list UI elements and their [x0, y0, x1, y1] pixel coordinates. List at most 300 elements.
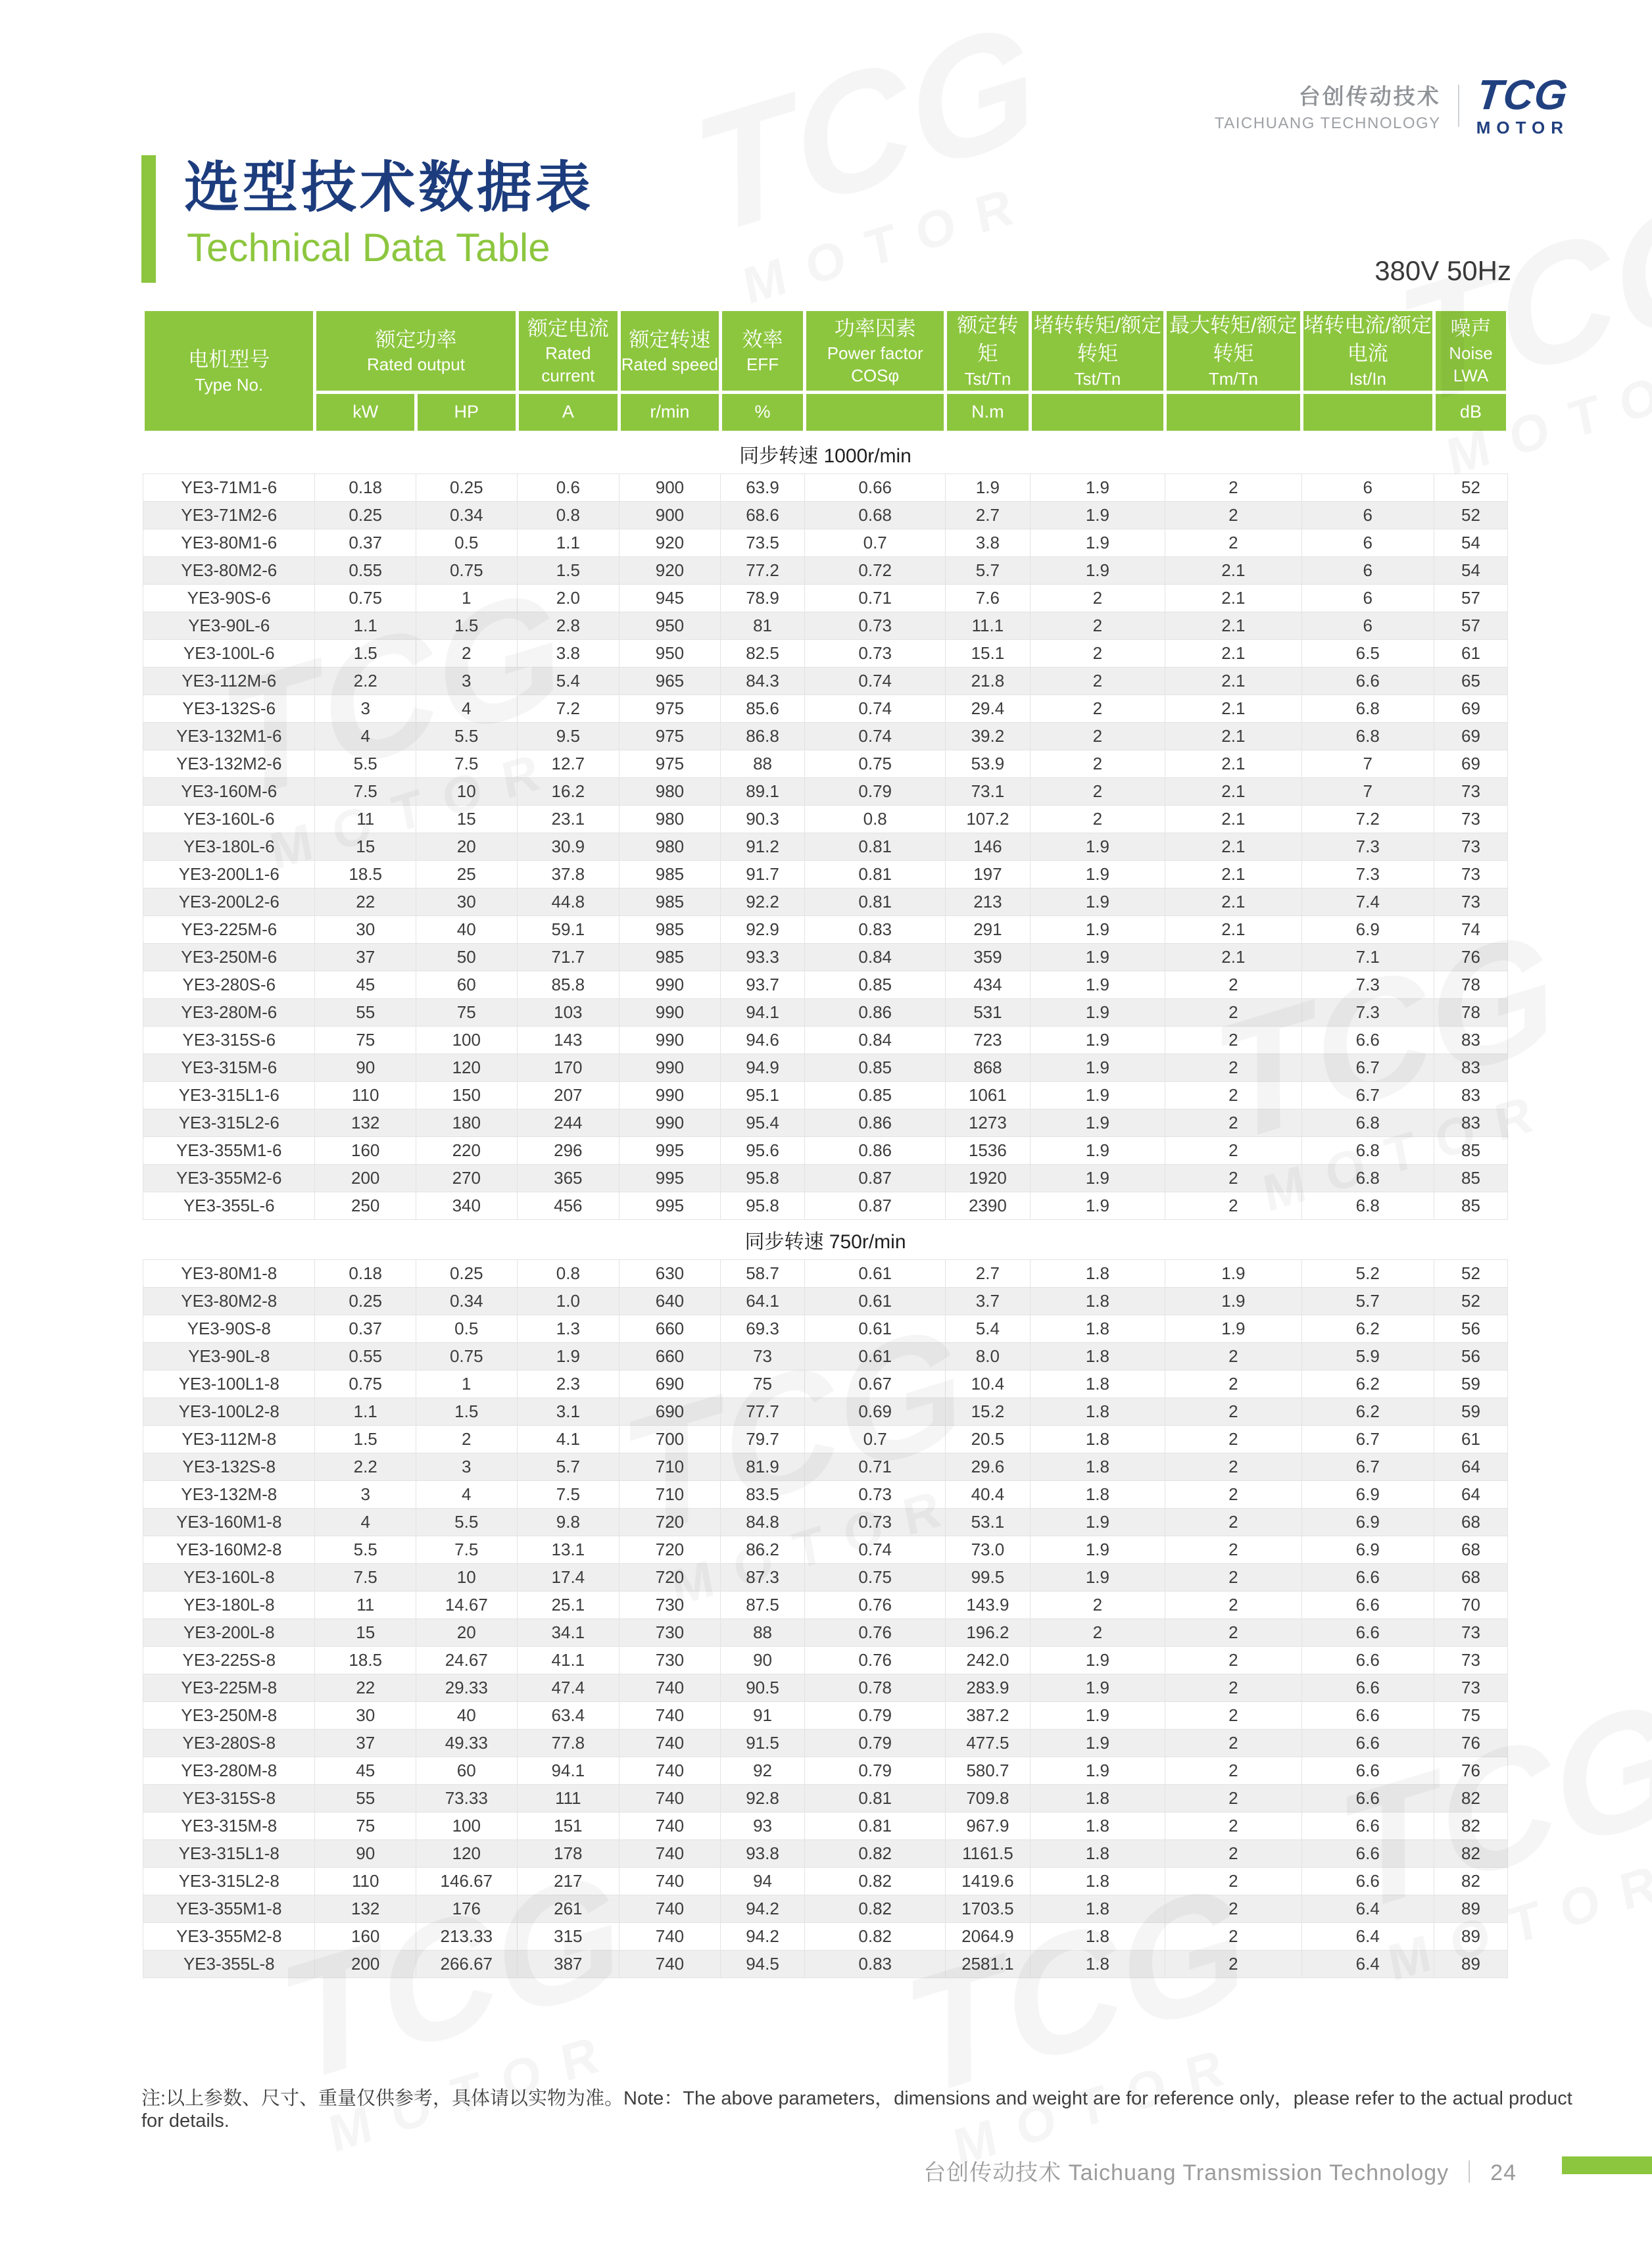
data-cell: 0.85 [805, 971, 946, 998]
data-cell: 107.2 [946, 805, 1031, 833]
data-cell: 6 [1301, 584, 1434, 612]
table-row [143, 1259, 1508, 1287]
data-cell: 56 [1434, 1315, 1507, 1342]
data-cell: 0.83 [805, 1950, 946, 1978]
tcg-motor-logo [1474, 71, 1571, 138]
data-cell: 6 [1301, 529, 1434, 556]
data-cell: 90 [315, 1054, 416, 1081]
data-cell: 1.8 [1030, 1315, 1165, 1342]
data-cell: 10.4 [946, 1370, 1031, 1398]
data-cell: 6.4 [1301, 1950, 1434, 1978]
data-cell: 2 [1165, 1922, 1302, 1950]
data-cell: 160 [315, 1136, 416, 1164]
data-cell: 77.2 [720, 556, 805, 584]
data-cell: 1.9 [1030, 1508, 1165, 1536]
data-cell: 7.3 [1301, 971, 1434, 998]
data-cell: 90 [720, 1646, 805, 1674]
data-cell: 86.2 [720, 1536, 805, 1563]
data-cell: 740 [620, 1922, 721, 1950]
data-cell: 18.5 [315, 860, 416, 888]
data-cell: 660 [620, 1342, 721, 1370]
data-cell: 730 [620, 1591, 721, 1618]
data-cell: 40 [416, 915, 517, 943]
data-cell: 70 [1434, 1591, 1507, 1618]
data-cell: 2 [1165, 1591, 1302, 1618]
data-cell: 1.3 [517, 1315, 620, 1342]
data-cell: 17.4 [517, 1563, 620, 1591]
page-title: 选型技术数据表 [184, 157, 595, 218]
type-no-cell: YE3-225M-6 [143, 915, 315, 943]
data-cell: 990 [620, 1026, 721, 1054]
data-cell: 2.1 [1165, 667, 1302, 694]
data-cell: 3.8 [517, 639, 620, 667]
data-cell: 0.37 [315, 1315, 416, 1342]
data-cell: 1.9 [1030, 943, 1165, 971]
type-no-cell: YE3-315L1-6 [143, 1081, 315, 1109]
table-row [143, 1784, 1508, 1812]
data-cell: 2581.1 [946, 1950, 1031, 1978]
data-cell: 0.82 [805, 1839, 946, 1867]
data-cell: 73 [1434, 1674, 1507, 1701]
type-no-cell: YE3-315L1-8 [143, 1839, 315, 1867]
data-cell: 0.61 [805, 1259, 946, 1287]
data-cell: 0.25 [416, 474, 517, 501]
data-cell: 89 [1434, 1895, 1507, 1922]
data-cell: 87.3 [720, 1563, 805, 1591]
data-cell: 89 [1434, 1922, 1507, 1950]
data-cell: 160 [315, 1922, 416, 1950]
data-cell: 78.9 [720, 584, 805, 612]
data-cell: 68 [1434, 1536, 1507, 1563]
table-row [143, 1950, 1508, 1978]
footer-accent-bar [1562, 2156, 1652, 2174]
data-cell: 1.9 [1030, 1563, 1165, 1591]
data-cell: 41.1 [517, 1646, 620, 1674]
type-no-cell: YE3-132M2-6 [143, 750, 315, 777]
table-row [143, 1757, 1508, 1784]
data-cell: 1.8 [1030, 1839, 1165, 1867]
data-cell: 531 [946, 998, 1031, 1026]
data-cell: 57 [1434, 584, 1507, 612]
brand-name-en: TAICHUANG TECHNOLOGY [1214, 114, 1441, 132]
data-cell: 2.1 [1165, 805, 1302, 833]
data-cell: 0.79 [805, 1729, 946, 1757]
data-cell: 6.6 [1301, 1812, 1434, 1839]
data-cell: 0.68 [805, 501, 946, 529]
data-cell: 1.5 [416, 612, 517, 639]
data-cell: 81 [720, 612, 805, 639]
data-cell: 967.9 [946, 1812, 1031, 1839]
data-cell: 4.1 [517, 1425, 620, 1453]
type-no-cell: YE3-315L2-6 [143, 1109, 315, 1136]
section-label: 同步转速 750r/min [143, 1219, 1508, 1259]
data-cell: 95.8 [720, 1164, 805, 1192]
data-cell: 73.1 [946, 777, 1031, 805]
data-cell: 0.6 [517, 474, 620, 501]
data-cell: 4 [416, 1480, 517, 1508]
data-cell: 18.5 [315, 1646, 416, 1674]
data-cell: 213 [946, 888, 1031, 915]
data-cell: 990 [620, 1109, 721, 1136]
type-no-cell: YE3-100L2-8 [143, 1398, 315, 1425]
data-cell: 0.74 [805, 694, 946, 722]
data-cell: 54 [1434, 556, 1507, 584]
data-cell: 1.8 [1030, 1784, 1165, 1812]
table-row [143, 1109, 1508, 1136]
data-cell: 83 [1434, 1054, 1507, 1081]
data-cell: 13.1 [517, 1536, 620, 1563]
data-cell: 1.8 [1030, 1425, 1165, 1453]
logo-tcg-text: TCG [1474, 71, 1571, 118]
data-cell: 196.2 [946, 1618, 1031, 1646]
data-cell: 6.7 [1301, 1054, 1434, 1081]
data-cell: 0.74 [805, 667, 946, 694]
column-header: 效率 EFF [720, 310, 805, 393]
data-cell: 710 [620, 1480, 721, 1508]
data-cell: 0.5 [416, 1315, 517, 1342]
data-cell: 2.1 [1165, 860, 1302, 888]
type-no-cell: YE3-315M-6 [143, 1054, 315, 1081]
section-label: 同步转速 1000r/min [143, 432, 1508, 474]
type-no-cell: YE3-280M-8 [143, 1757, 315, 1784]
table-row [143, 474, 1508, 501]
data-cell: 266.67 [416, 1950, 517, 1978]
type-no-cell: YE3-250M-6 [143, 943, 315, 971]
data-cell: 53.1 [946, 1508, 1031, 1536]
data-cell: 0.82 [805, 1867, 946, 1895]
data-cell: 95.8 [720, 1192, 805, 1219]
data-cell: 53.9 [946, 750, 1031, 777]
data-cell: 1.8 [1030, 1259, 1165, 1287]
data-cell: 15 [315, 1618, 416, 1646]
column-header: 噪声 Noise LWA [1434, 310, 1507, 393]
data-table [141, 308, 1509, 1978]
data-cell: 95.4 [720, 1109, 805, 1136]
data-cell: 65 [1434, 667, 1507, 694]
data-cell: 1.9 [1030, 1164, 1165, 1192]
table-row [143, 1026, 1508, 1054]
column-header: 额定转矩 Tst/Tn [946, 310, 1031, 393]
data-cell: 920 [620, 556, 721, 584]
data-cell: 387.2 [946, 1701, 1031, 1729]
data-cell: 9.8 [517, 1508, 620, 1536]
data-cell: 0.5 [416, 529, 517, 556]
data-cell: 93.8 [720, 1839, 805, 1867]
data-cell: 740 [620, 1784, 721, 1812]
table-row [143, 529, 1508, 556]
data-cell: 1.8 [1030, 1480, 1165, 1508]
data-cell: 6.8 [1301, 1109, 1434, 1136]
type-no-cell: YE3-160L-6 [143, 805, 315, 833]
data-cell: 1.8 [1030, 1287, 1165, 1315]
data-cell: 6.6 [1301, 1729, 1434, 1757]
data-cell: 1.9 [1165, 1315, 1302, 1342]
data-cell: 3 [315, 1480, 416, 1508]
data-cell: 77.7 [720, 1398, 805, 1425]
data-cell: 1536 [946, 1136, 1031, 1164]
data-cell: 2 [1165, 1370, 1302, 1398]
data-cell: 30 [416, 888, 517, 915]
data-cell: 990 [620, 971, 721, 998]
data-cell: 0.79 [805, 777, 946, 805]
data-cell: 45 [315, 1757, 416, 1784]
data-cell: 3 [315, 694, 416, 722]
data-cell: 0.75 [416, 1342, 517, 1370]
data-cell: 95.1 [720, 1081, 805, 1109]
data-cell: 0.87 [805, 1192, 946, 1219]
type-no-cell: YE3-180L-8 [143, 1591, 315, 1618]
data-cell: 7.5 [315, 777, 416, 805]
data-cell: 52 [1434, 1287, 1507, 1315]
data-cell: 1.9 [517, 1342, 620, 1370]
data-cell: 7 [1301, 750, 1434, 777]
data-cell: 720 [620, 1536, 721, 1563]
column-header: 额定功率 Rated output [315, 310, 517, 393]
data-cell: 73.5 [720, 529, 805, 556]
data-cell: 0.79 [805, 1757, 946, 1784]
data-cell: 868 [946, 1054, 1031, 1081]
data-cell: 217 [517, 1867, 620, 1895]
data-cell: 1.9 [1030, 1646, 1165, 1674]
table-row [143, 1591, 1508, 1618]
data-cell: 995 [620, 1192, 721, 1219]
data-cell: 1.9 [1030, 971, 1165, 998]
data-cell: 91 [720, 1701, 805, 1729]
table-row [143, 1922, 1508, 1950]
data-cell: 83.5 [720, 1480, 805, 1508]
table-row [143, 888, 1508, 915]
data-cell: 1920 [946, 1164, 1031, 1192]
unit-header: A [517, 392, 620, 432]
data-cell: 6.7 [1301, 1453, 1434, 1480]
data-cell: 2 [1165, 1757, 1302, 1784]
unit-header: N.m [946, 392, 1031, 432]
data-cell: 21.8 [946, 667, 1031, 694]
data-cell: 0.74 [805, 722, 946, 750]
data-cell: 2 [1165, 1109, 1302, 1136]
data-cell: 2.1 [1165, 833, 1302, 860]
data-cell: 0.84 [805, 943, 946, 971]
data-cell: 2.7 [946, 1259, 1031, 1287]
data-cell: 6 [1301, 556, 1434, 584]
data-cell: 995 [620, 1164, 721, 1192]
data-cell: 2.1 [1165, 750, 1302, 777]
table-row [143, 860, 1508, 888]
data-cell: 660 [620, 1315, 721, 1342]
data-cell: 49.33 [416, 1729, 517, 1757]
data-cell: 103 [517, 998, 620, 1026]
data-cell: 740 [620, 1729, 721, 1757]
data-cell: 73.33 [416, 1784, 517, 1812]
table-row [143, 639, 1508, 667]
data-cell: 76 [1434, 943, 1507, 971]
data-cell: 3.8 [946, 529, 1031, 556]
type-no-cell: YE3-71M2-6 [143, 501, 315, 529]
data-cell: 2.1 [1165, 556, 1302, 584]
table-row [143, 805, 1508, 833]
type-no-cell: YE3-132M1-6 [143, 722, 315, 750]
table-row [143, 943, 1508, 971]
data-cell: 94.5 [720, 1950, 805, 1978]
data-cell: 2 [1165, 1054, 1302, 1081]
table-header [143, 310, 1508, 433]
table-row [143, 1370, 1508, 1398]
data-cell: 1.8 [1030, 1370, 1165, 1398]
data-cell: 456 [517, 1192, 620, 1219]
data-cell: 45 [315, 971, 416, 998]
data-cell: 25.1 [517, 1591, 620, 1618]
data-cell: 5.5 [315, 1536, 416, 1563]
data-cell: 2 [1030, 667, 1165, 694]
data-cell: 29.33 [416, 1674, 517, 1701]
column-header: 最大转矩/额定转矩 Tm/Tn [1165, 310, 1302, 393]
table-row [143, 1054, 1508, 1081]
data-cell: 690 [620, 1398, 721, 1425]
data-cell: 2 [1165, 1867, 1302, 1895]
data-cell: 2 [1165, 1026, 1302, 1054]
data-cell: 2.1 [1165, 915, 1302, 943]
data-cell: 2 [1030, 1591, 1165, 1618]
table-row [143, 1729, 1508, 1757]
type-no-cell: YE3-355M2-8 [143, 1922, 315, 1950]
data-cell: 1.8 [1030, 1895, 1165, 1922]
data-cell: 170 [517, 1054, 620, 1081]
data-cell: 1.9 [1030, 501, 1165, 529]
data-cell: 99.5 [946, 1563, 1031, 1591]
data-cell: 54 [1434, 529, 1507, 556]
data-cell: 2 [1165, 501, 1302, 529]
data-cell: 1161.5 [946, 1839, 1031, 1867]
data-cell: 88 [720, 1618, 805, 1646]
data-cell: 90 [315, 1839, 416, 1867]
data-cell: 6.5 [1301, 639, 1434, 667]
data-cell: 720 [620, 1563, 721, 1591]
data-cell: 86.8 [720, 722, 805, 750]
data-cell: 75 [416, 998, 517, 1026]
data-cell: 73 [1434, 888, 1507, 915]
type-no-cell: YE3-355M1-8 [143, 1895, 315, 1922]
data-cell: 94 [720, 1867, 805, 1895]
data-cell: 1 [416, 1370, 517, 1398]
data-cell: 50 [416, 943, 517, 971]
data-cell: 2.1 [1165, 722, 1302, 750]
data-cell: 950 [620, 639, 721, 667]
data-cell: 6.6 [1301, 1757, 1434, 1784]
column-header: 堵转电流/额定电流 Ist/In [1301, 310, 1434, 393]
data-cell: 74 [1434, 915, 1507, 943]
data-cell: 200 [315, 1164, 416, 1192]
data-cell: 985 [620, 915, 721, 943]
unit-header [1301, 392, 1434, 432]
data-cell: 709.8 [946, 1784, 1031, 1812]
type-no-cell: YE3-160M-6 [143, 777, 315, 805]
data-cell: 0.8 [517, 501, 620, 529]
data-cell: 1.5 [416, 1398, 517, 1425]
data-cell: 1.8 [1030, 1453, 1165, 1480]
data-cell: 0.18 [315, 1259, 416, 1287]
data-cell: 0.8 [805, 805, 946, 833]
data-cell: 0.81 [805, 1784, 946, 1812]
data-cell: 365 [517, 1164, 620, 1192]
data-cell: 4 [315, 722, 416, 750]
type-no-cell: YE3-200L2-6 [143, 888, 315, 915]
data-cell: 3 [416, 1453, 517, 1480]
table-row [143, 1508, 1508, 1536]
data-cell: 150 [416, 1081, 517, 1109]
data-cell: 1.9 [1030, 1081, 1165, 1109]
data-cell: 93.3 [720, 943, 805, 971]
data-cell: 69 [1434, 694, 1507, 722]
data-cell: 6.6 [1301, 1026, 1434, 1054]
data-cell: 2 [1165, 1950, 1302, 1978]
data-cell: 25 [416, 860, 517, 888]
data-cell: 58.7 [720, 1259, 805, 1287]
data-cell: 0.55 [315, 556, 416, 584]
table-row [143, 1398, 1508, 1425]
data-cell: 2.2 [315, 667, 416, 694]
data-cell: 94.6 [720, 1026, 805, 1054]
brand-divider [1458, 85, 1459, 127]
data-cell: 270 [416, 1164, 517, 1192]
data-cell: 0.67 [805, 1370, 946, 1398]
data-cell: 1.9 [946, 474, 1031, 501]
data-cell: 92 [720, 1757, 805, 1784]
data-cell: 178 [517, 1839, 620, 1867]
table-row [143, 1192, 1508, 1219]
data-cell: 2390 [946, 1192, 1031, 1219]
data-cell: 0.66 [805, 474, 946, 501]
type-no-cell: YE3-280S-8 [143, 1729, 315, 1757]
data-cell: 132 [315, 1895, 416, 1922]
data-cell: 434 [946, 971, 1031, 998]
data-cell: 0.37 [315, 529, 416, 556]
logo-motor-text: MOTOR [1476, 118, 1569, 137]
data-cell: 630 [620, 1259, 721, 1287]
reference-note: 注:以上参数、尺寸、重量仅供参考，具体请以实物为准。Note：The above parameters，dimensions and weight are for reference only，please refer to the actual product for details. [141, 2088, 1572, 2131]
data-cell: 7.5 [315, 1563, 416, 1591]
data-cell: 88 [720, 750, 805, 777]
type-no-cell: YE3-225S-8 [143, 1646, 315, 1674]
type-no-cell: YE3-355M1-6 [143, 1136, 315, 1164]
data-cell: 2.1 [1165, 777, 1302, 805]
data-cell: 730 [620, 1618, 721, 1646]
data-cell: 7.3 [1301, 998, 1434, 1026]
data-cell: 1.9 [1030, 998, 1165, 1026]
table-row [143, 777, 1508, 805]
table-row [143, 501, 1508, 529]
data-cell: 990 [620, 1081, 721, 1109]
data-cell: 2 [1165, 1674, 1302, 1701]
data-cell: 1.9 [1030, 1054, 1165, 1081]
data-cell: 29.6 [946, 1453, 1031, 1480]
data-cell: 94.1 [517, 1757, 620, 1784]
data-cell: 6 [1301, 501, 1434, 529]
data-cell: 89.1 [720, 777, 805, 805]
data-cell: 5.9 [1301, 1342, 1434, 1370]
data-cell: 143 [517, 1026, 620, 1054]
data-cell: 90.3 [720, 805, 805, 833]
data-cell: 2 [1165, 1342, 1302, 1370]
data-cell: 2 [1165, 998, 1302, 1026]
data-cell: 85.6 [720, 694, 805, 722]
data-cell: 1.9 [1030, 915, 1165, 943]
data-cell: 64.1 [720, 1287, 805, 1315]
data-cell: 1.9 [1030, 1192, 1165, 1219]
data-cell: 10 [416, 1563, 517, 1591]
data-cell: 2 [1165, 1536, 1302, 1563]
data-cell: 84.3 [720, 667, 805, 694]
data-cell: 0.73 [805, 612, 946, 639]
